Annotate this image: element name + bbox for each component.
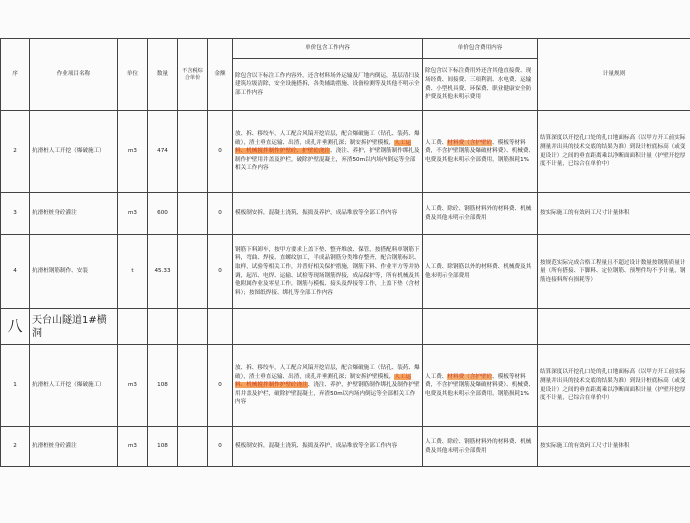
section-number: 八 bbox=[1, 309, 30, 345]
row-price bbox=[178, 235, 208, 309]
row-unit: t bbox=[118, 235, 148, 309]
work-content-note: 除包含以下标注工作内容外，还含材料场外运输及厂地内倒运，基层清扫及建筑垃圾清除，安全设施搭拆，各类辅助措施、设备检测等及其他不明示全部工作内容 bbox=[233, 59, 423, 111]
fee-text-b: 、模板等材料费 bbox=[425, 373, 526, 389]
row-name: 抗滑桩钢筋制作、安装 bbox=[30, 235, 118, 309]
row-work-content bbox=[233, 111, 423, 193]
header-work-content: 单价包含工作内容 bbox=[233, 39, 423, 59]
row-price bbox=[178, 345, 208, 427]
fee-highlight: 材料费（含护壁砼 bbox=[447, 139, 493, 146]
row-amount: 0 bbox=[208, 111, 233, 193]
fee-highlight: 材料费（含护壁砼 bbox=[447, 373, 493, 380]
row-price bbox=[178, 427, 208, 467]
row-work-content bbox=[233, 345, 423, 427]
work-text-a: 放、拆、移绞车，人工配合风镐开挖岩层，配合爆破施工（钻孔、装药、爆破），渣土垂直运输、出渣，成孔并垂测孔深；制安拆护壁模板， bbox=[235, 131, 420, 146]
row-fee-content: 人工费、除砼、钢筋材料外的材料费、机械费及其他未明示全部费用 bbox=[423, 427, 538, 467]
header-row bbox=[1, 39, 690, 59]
row-qty: 45.33 bbox=[148, 235, 178, 309]
row-amount: 0 bbox=[208, 193, 233, 235]
row-price bbox=[178, 193, 208, 235]
row-fee-content bbox=[423, 111, 538, 193]
work-highlight: 人工运料、机械搅拌制作护壁砼浇注 bbox=[235, 373, 412, 389]
row-measure-rule: 按实际施工的有效码工尺寸计量体积 bbox=[538, 427, 690, 467]
row-measure-rule: 按实际施工的有效码工尺寸计量体积 bbox=[538, 193, 690, 235]
section-title: 天台山隧道1#横洞 bbox=[30, 309, 118, 345]
row-name: 抗滑桩人工开挖（爆破施工） bbox=[30, 345, 118, 427]
row-work-content: 钢筋下料卸车，按甲方要求上盖下垫、整齐堆放、保管，按搭配料单钢筋下料，弯曲、焊接、直螺纹加工，半成品钢筋分类堆存整齐，配合钢筋标识、取样，试验等相关工作，并普好相关保护措施，钢筋下料、作业平方等并协调，起吊、电焊、运输、试检等现场钢筋焊接，成品保护等，所有机械及其他附属作业及零星工作，钢筋与模板、接头及焊接等工作，上盖下垫（含材料）；按图纸焊接、绑扎等全部工作内容 bbox=[233, 235, 423, 309]
fee-text-c: ，不含护壁钢筋及爆破材料费）、机械费、电费及其他未明示全部费用，钢筋损耗1% bbox=[425, 382, 535, 397]
row-fee-content bbox=[423, 345, 538, 427]
work-highlight: 人工运料、机械搅拌制作护壁砼、护壁砼浇注 bbox=[235, 139, 412, 155]
row-unit: m3 bbox=[118, 111, 148, 193]
fee-content-note: 除包含以下标注费用外还含其他直接费、现场经费、间接费、三项利润、水电费、运输费、小型机具费、环保费、职业健康安全防护费及其他未明示费用 bbox=[423, 59, 538, 111]
row-amount: 0 bbox=[208, 235, 233, 309]
fee-text-a: 人工费、 bbox=[425, 139, 448, 146]
table-row bbox=[1, 193, 690, 235]
header-amount: 金额 bbox=[208, 39, 233, 111]
header-qty: 数量 bbox=[148, 39, 178, 111]
row-work-content: 模板制安拆，混凝土浇筑、振捣及养护，成品堆放等全部工作内容 bbox=[233, 427, 423, 467]
row-measure-rule: 结算深度以开挖孔口处的孔口地面标高（以甲方开工前实际测量并出具的技术交底的结果为准）到设计桩底标高（或变更设计）之间的垂直距离乘以净断面面积计量（护壁开挖厚度不计量，已综合在单价中） bbox=[538, 111, 690, 193]
row-qty: 474 bbox=[148, 111, 178, 193]
row-work-content: 模板制安拆，混凝土浇筑、振捣及养护，成品堆放等全部工作内容 bbox=[233, 193, 423, 235]
row-measure-rule: 按规范实际完成合格工程量且不超过设计数量按钢筋质量计量（所有搭接、下脚料、定位钢筋、预埋件均不予计量，钢筋连接料所有损耗等） bbox=[538, 235, 690, 309]
work-text-b: 、浇注、养护，护壁钢筋制作绑扎及制作护壁用井盖及护栏，破除护壁混凝土，弃渣50m以内场内倒运等全部相关工作内容 bbox=[235, 382, 420, 406]
row-qty: 108 bbox=[148, 345, 178, 427]
table-row bbox=[1, 235, 690, 309]
header-name: 作业项目名称 bbox=[30, 39, 118, 111]
header-excl-tax-price: 不含税综合单价 bbox=[178, 39, 208, 111]
row-name: 抗滑桩桩身砼灌注 bbox=[30, 193, 118, 235]
header-unit: 单位 bbox=[118, 39, 148, 111]
row-seq: 3 bbox=[1, 193, 30, 235]
table-row bbox=[1, 111, 690, 193]
header-measure-rule: 计量规则 bbox=[538, 39, 690, 111]
row-seq: 2 bbox=[1, 111, 30, 193]
row-fee-content: 人工费、除砼、钢筋材料外的材料费、机械费及其他未明示全部费用 bbox=[423, 193, 538, 235]
row-seq: 2 bbox=[1, 427, 30, 467]
header-fee-content: 单价包含费用内容 bbox=[423, 39, 538, 59]
row-amount: 0 bbox=[208, 427, 233, 467]
row-unit: m3 bbox=[118, 193, 148, 235]
row-qty: 600 bbox=[148, 193, 178, 235]
row-qty: 108 bbox=[148, 427, 178, 467]
row-amount: 0 bbox=[208, 345, 233, 427]
row-name: 抗滑桩桩身砼灌注 bbox=[30, 427, 118, 467]
fee-text-a: 人工费、 bbox=[425, 373, 448, 380]
row-name: 抗滑桩人工开挖（爆破施工） bbox=[30, 111, 118, 193]
row-fee-content: 人工费、除钢筋以外的材料费、机械费及其他未明示全部费用 bbox=[423, 235, 538, 309]
row-price bbox=[178, 111, 208, 193]
fee-text-c: ，不含护壁钢筋及爆破材料费）、机械费、电费及其他未明示全部费用，钢筋损耗1% bbox=[425, 148, 535, 163]
table-row bbox=[1, 345, 690, 427]
work-text-a: 放、拆、移绞车，人工配合风镐开挖岩层，配合爆破施工（钻孔、装药、爆破），渣土垂直运输、出渣，成孔并垂测孔深；制安拆护壁模板， bbox=[235, 365, 420, 380]
row-unit: m3 bbox=[118, 345, 148, 427]
table-row bbox=[1, 427, 690, 467]
row-unit: m3 bbox=[118, 427, 148, 467]
row-seq: 4 bbox=[1, 235, 30, 309]
row-measure-rule: 结算深度以开挖孔口处的孔口地面标高（以甲方开工前实际测量并出具的技术交底的结果为准）到设计桩底标高（或变更设计）之间的垂直距离乘以净断面面积计量（护壁开挖厚度不计量，已综合在单价中） bbox=[538, 345, 690, 427]
section-row bbox=[1, 309, 690, 345]
work-text-b: 、浇注、养护，护壁钢筋制作绑扎及制作护壁用井盖及护栏，破除护壁混凝土，弃渣50m以内场内倒运等全部相关工作内容 bbox=[235, 148, 420, 172]
price-table bbox=[0, 38, 690, 467]
header-seq: 序 bbox=[1, 39, 30, 111]
row-seq: 1 bbox=[1, 345, 30, 427]
fee-text-b: 、模板等材料费 bbox=[425, 139, 526, 155]
